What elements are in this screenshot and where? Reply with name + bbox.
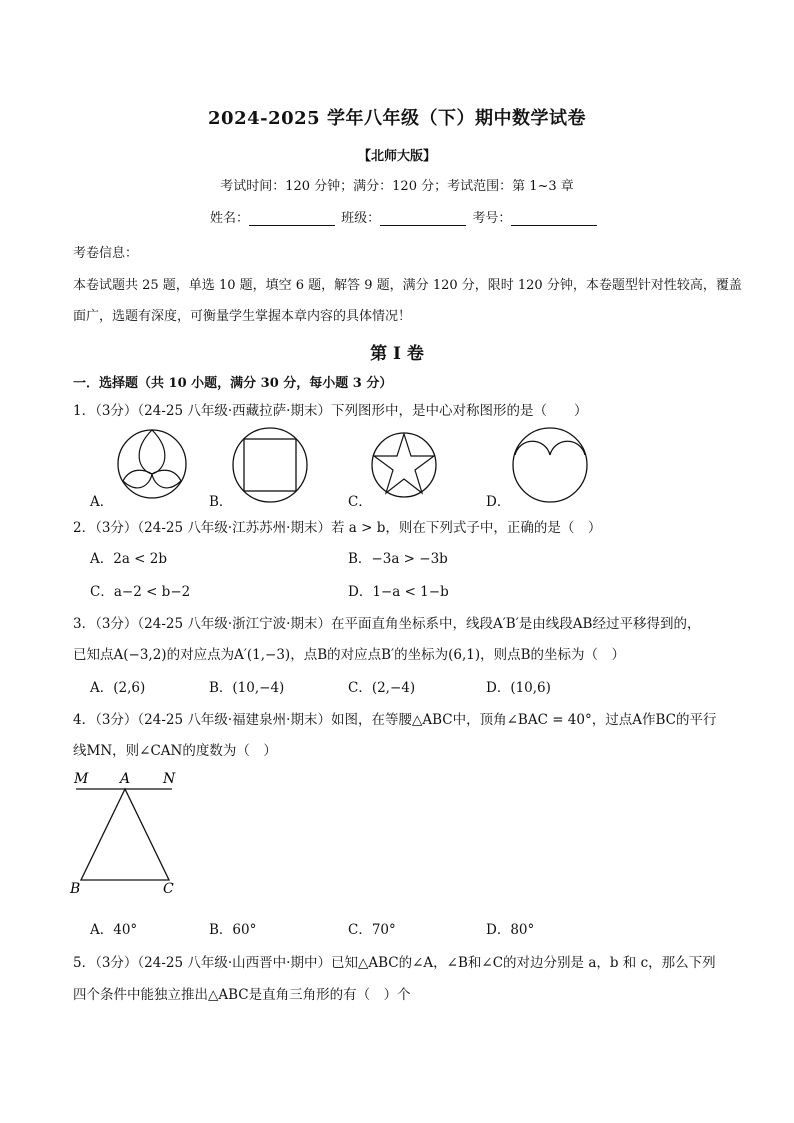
q2-option-c[interactable]: C．a−2 < b−2 xyxy=(90,584,191,600)
paper-title: 2024-2025 学年八年级（下）期中数学试卷 xyxy=(208,108,586,129)
info-line-2: 面广，选题有深度，可衡量学生掌握本章内容的具体情况！ xyxy=(73,309,412,324)
q2-option-d[interactable]: D．1−a < 1−b xyxy=(348,584,449,600)
q2-text: 2．（3分）（24-25 八年级·江苏苏州·期末）若 a > b，则在下列式子中，正确的是（ ） xyxy=(73,520,602,536)
q3-line-2: 已知点A(−3,2)的对应点为A′(1,−3)，点B的对应点B′的坐标为(6,1)，则点B的坐标为（ ） xyxy=(73,647,626,663)
id-label: 考号： xyxy=(472,211,512,226)
info-line-1: 本卷试题共 25 题，单选 10 题，填空 6 题，解答 9 题，满分 120 分，限时 120 分钟，本卷题型针对性较高，覆盖 xyxy=(73,278,742,293)
q1-figure-a xyxy=(118,430,186,498)
name-blank[interactable] xyxy=(249,211,335,226)
q1-figures xyxy=(110,425,750,505)
q1-figure-c xyxy=(372,433,436,497)
info-label: 考卷信息： xyxy=(73,246,139,261)
q4-line-2: 线MN，则∠CAN的度数为（ ） xyxy=(73,743,277,759)
class-blank[interactable] xyxy=(380,211,466,226)
q2-option-a[interactable]: A．2a < 2b xyxy=(90,551,168,567)
label-b: B xyxy=(70,881,81,897)
q1-option-c[interactable]: C． xyxy=(348,494,372,510)
label-n: N xyxy=(163,771,176,787)
q4-option-b[interactable]: B．60° xyxy=(209,922,257,938)
id-blank[interactable] xyxy=(511,211,597,226)
section-heading: 一．选择题（共 10 小题，满分 30 分，每小题 3 分） xyxy=(73,376,393,391)
class-label: 班级： xyxy=(341,211,381,226)
q3-option-a[interactable]: A．(2,6) xyxy=(90,680,146,696)
q3-option-c[interactable]: C．(2,−4) xyxy=(348,680,416,696)
q3-option-d[interactable]: D．(10,6) xyxy=(486,680,551,696)
q1-figure-b xyxy=(233,428,307,502)
q4-option-a[interactable]: A．40° xyxy=(90,922,138,938)
q1-figure-d xyxy=(513,428,587,502)
q3-line-1: 3．（3分）（24-25 八年级·浙江宁波·期末）在平面直角坐标系中，线段A′B′是由线段AB经过平移得到的， xyxy=(73,616,701,632)
q1-option-b[interactable]: B． xyxy=(209,494,233,510)
q1-text: 1．（3分）（24-25 八年级·西藏拉萨·期末）下列图形中，是中心对称图形的是（ ） xyxy=(73,403,588,419)
q3-option-b[interactable]: B．(10,−4) xyxy=(209,680,285,696)
q4-option-c[interactable]: C．70° xyxy=(348,922,396,938)
q2-option-b[interactable]: B．−3a > −3b xyxy=(348,551,448,567)
q4-option-d[interactable]: D．80° xyxy=(486,922,535,938)
exam-meta: 考试时间：120 分钟；满分：120 分；考试范围：第 1~3 章 xyxy=(220,179,574,194)
q1-option-a[interactable]: A． xyxy=(90,494,114,510)
name-label: 姓名： xyxy=(210,211,250,226)
student-fields xyxy=(210,207,599,226)
label-a: A xyxy=(120,771,131,787)
label-m: M xyxy=(74,771,89,787)
q5-line-2: 四个条件中能独立推出△ABC是直角三角形的有（ ）个 xyxy=(73,987,411,1003)
volume-heading: 第 I 卷 xyxy=(370,344,424,364)
q5-line-1: 5．（3分）（24-25 八年级·山西晋中·期中）已知△ABC的∠A，∠B和∠C的对边分别是 a，b 和 c，那么下列 xyxy=(73,955,716,971)
q4-line-1: 4．（3分）（24-25 八年级·福建泉州·期末）如图，在等腰△ABC中，顶角∠BAC = 40°，过点A作BC的平行 xyxy=(73,712,717,728)
q1-option-d[interactable]: D． xyxy=(486,494,511,510)
q4-triangle-figure xyxy=(66,767,186,899)
triangle-abc xyxy=(81,789,169,880)
edition-label: 【北师大版】 xyxy=(357,149,436,164)
label-c: C xyxy=(163,881,174,897)
